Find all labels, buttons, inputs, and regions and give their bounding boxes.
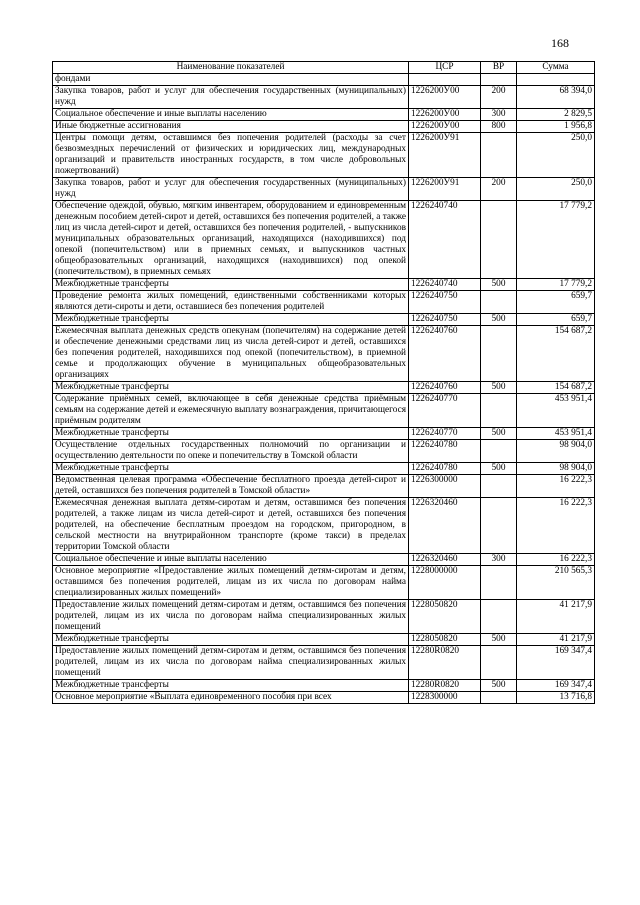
cell-sum: 453 951,4 [517,394,595,428]
cell-vr: 500 [481,382,517,394]
table-row [53,291,595,314]
cell-csr: 1226240750 [409,291,481,314]
cell-sum: 68 394,0 [517,86,595,109]
cell-vr: 500 [481,463,517,475]
cell-sum: 250,0 [517,133,595,178]
cell-name: Межбюджетные трансферты [53,314,409,326]
cell-csr: 1228050820 [409,600,481,634]
cell-sum: 154 687,2 [517,326,595,382]
table-row [53,692,595,704]
cell-vr [481,600,517,634]
cell-csr: 1226200У00 [409,121,481,133]
cell-vr [481,133,517,178]
cell-name: Проведение ремонта жилых помещений, единственными собственниками которых являются дети-сироты и дети, оставшиеся без попечения родителей [53,291,409,314]
budget-table [52,61,595,704]
cell-vr [481,566,517,600]
table-body [53,74,595,704]
cell-csr [409,74,481,86]
table-row [53,440,595,463]
cell-sum: 41 217,9 [517,600,595,634]
cell-name: Межбюджетные трансферты [53,382,409,394]
cell-sum: 41 217,9 [517,634,595,646]
table-row [53,646,595,680]
cell-csr: 1226300000 [409,475,481,498]
cell-vr [481,394,517,428]
table-row [53,475,595,498]
table-row [53,394,595,428]
cell-vr [481,74,517,86]
cell-sum: 16 222,3 [517,554,595,566]
table-row [53,428,595,440]
cell-vr: 200 [481,86,517,109]
cell-name: Социальное обеспечение и иные выплаты населению [53,109,409,121]
cell-vr [481,475,517,498]
cell-vr: 200 [481,178,517,201]
table-row [53,463,595,475]
table-row [53,74,595,86]
cell-name: Обеспечение одеждой, обувью, мягким инвентарем, оборудованием и единовременным денежным пособием детей-сирот и детей, оставшихся без попечения родителей, а также лиц из числа детей-сирот и детей, оставшихся без попечения родителей, - выпускников муниципальных образовательных организаций, находящихся (находившихся) под опекой (попечительством) или в приемных семьях, и выпускников частных общеобразовательных организаций, находящихся (находившихся) под опекой (попечительством), в приемных семьях [53,201,409,279]
table-row [53,382,595,394]
cell-name: Ежемесячная выплата денежных средств опекунам (попечителям) на содержание детей и обеспечение денежными средствами лиц из числа детей-сирот и детей, оставшихся без попечения родителей, находившихся под опекой (попечительством), в приемной семье и продолжающих обучение в муниципальных общеобразовательных организациях [53,326,409,382]
cell-vr [481,440,517,463]
cell-name: фондами [53,74,409,86]
table-row [53,86,595,109]
cell-vr: 500 [481,279,517,291]
cell-csr: 1226320460 [409,554,481,566]
cell-csr: 1228300000 [409,692,481,704]
cell-csr: 1226200У91 [409,178,481,201]
cell-sum: 98 904,0 [517,463,595,475]
cell-csr: 1226320460 [409,498,481,554]
table-row [53,201,595,279]
cell-csr: 1228000000 [409,566,481,600]
table-row [53,498,595,554]
table-header-row [53,62,595,74]
table-row [53,133,595,178]
cell-csr: 1226240780 [409,440,481,463]
cell-name: Основное мероприятие «Предоставление жилых помещений детям-сиротам и детям, оставшимся без попечения родителей, лицам из их числа по договорам найма специализированных жилых помещений» [53,566,409,600]
cell-name: Основное мероприятие «Выплата единовременного пособия при всех [53,692,409,704]
table-row [53,314,595,326]
cell-vr: 300 [481,109,517,121]
cell-sum: 210 565,3 [517,566,595,600]
cell-name: Центры помощи детям, оставшимся без попечения родителей (расходы за счет безвозмездных перечислений от физических и юридических лиц, международных организаций и правительств иностранных государств, в том числе добровольных пожертвований) [53,133,409,178]
cell-csr: 1226200У00 [409,86,481,109]
table-row [53,554,595,566]
cell-vr: 500 [481,680,517,692]
cell-csr: 1226240770 [409,394,481,428]
cell-sum: 659,7 [517,291,595,314]
cell-vr: 800 [481,121,517,133]
cell-csr: 1226240740 [409,201,481,279]
cell-vr [481,692,517,704]
table-row [53,109,595,121]
cell-vr [481,646,517,680]
cell-name: Межбюджетные трансферты [53,634,409,646]
cell-vr: 500 [481,314,517,326]
cell-vr [481,326,517,382]
table-row [53,566,595,600]
cell-csr: 1226240760 [409,382,481,394]
cell-sum: 13 716,8 [517,692,595,704]
cell-sum: 17 779,2 [517,201,595,279]
cell-name: Межбюджетные трансферты [53,279,409,291]
cell-vr [481,291,517,314]
header-name: Наименование показателей [53,62,409,74]
cell-sum: 154 687,2 [517,382,595,394]
cell-name: Предоставление жилых помещений детям-сиротам и детям, оставшимся без попечения родителей, лицам из их числа по договорам найма специализированных жилых помещений [53,646,409,680]
cell-name: Осуществление отдельных государственных полномочий по организации и осуществлению деятельности по опеке и попечительству в Томской области [53,440,409,463]
cell-sum [517,74,595,86]
cell-sum: 2 829,5 [517,109,595,121]
cell-csr: 12280R0820 [409,646,481,680]
table-row [53,279,595,291]
cell-sum: 17 779,2 [517,279,595,291]
header-vr: ВР [481,62,517,74]
cell-name: Иные бюджетные ассигнования [53,121,409,133]
table-row [53,680,595,692]
cell-csr: 1226240760 [409,326,481,382]
cell-name: Закупка товаров, работ и услуг для обеспечения государственных (муниципальных) нужд [53,86,409,109]
cell-name: Межбюджетные трансферты [53,428,409,440]
table-row [53,600,595,634]
cell-vr: 300 [481,554,517,566]
cell-csr: 1226240750 [409,314,481,326]
table-row [53,178,595,201]
table-row [53,121,595,133]
table-row [53,634,595,646]
cell-vr [481,201,517,279]
cell-sum: 16 222,3 [517,475,595,498]
cell-vr: 500 [481,428,517,440]
header-sum: Сумма [517,62,595,74]
cell-csr: 1226240780 [409,463,481,475]
cell-sum: 169 347,4 [517,680,595,692]
cell-sum: 453 951,4 [517,428,595,440]
cell-csr: 1226240770 [409,428,481,440]
cell-name: Предоставление жилых помещений детям-сиротам и детям, оставшимся без попечения родителей, лицам из их числа по договорам найма специализированных жилых помещений [53,600,409,634]
cell-sum: 169 347,4 [517,646,595,680]
cell-vr [481,498,517,554]
table-row [53,326,595,382]
cell-csr: 1226200У91 [409,133,481,178]
cell-csr: 1228050820 [409,634,481,646]
page-number: 168 [551,36,569,50]
cell-csr: 12280R0820 [409,680,481,692]
cell-name: Содержание приёмных семей, включающее в себя денежные средства приёмным семьям на содержание детей и ежемесячную выплату вознаграждения, причитающегося приёмным родителям [53,394,409,428]
cell-sum: 659,7 [517,314,595,326]
cell-vr: 500 [481,634,517,646]
cell-name: Межбюджетные трансферты [53,680,409,692]
cell-name: Ежемесячная денежная выплата детям-сиротам и детям, оставшимся без попечения родителей, а также лицам из числа детей-сирот и детей, оставшихся без попечения родителей, на обеспечение бесплатным проездом на городском, пригородном, в сельской местности на внутрирайонном транспорте (кроме такси) в пределах территории Томской области [53,498,409,554]
cell-sum: 98 904,0 [517,440,595,463]
cell-sum: 250,0 [517,178,595,201]
cell-name: Ведомственная целевая программа «Обеспечение бесплатного проезда детей-сирот и детей, оставшихся без попечения родителей в Томской области» [53,475,409,498]
cell-csr: 1226200У00 [409,109,481,121]
cell-sum: 16 222,3 [517,498,595,554]
cell-name: Межбюджетные трансферты [53,463,409,475]
header-csr: ЦСР [409,62,481,74]
cell-name: Социальное обеспечение и иные выплаты населению [53,554,409,566]
cell-sum: 1 956,8 [517,121,595,133]
cell-name: Закупка товаров, работ и услуг для обеспечения государственных (муниципальных) нужд [53,178,409,201]
cell-csr: 1226240740 [409,279,481,291]
